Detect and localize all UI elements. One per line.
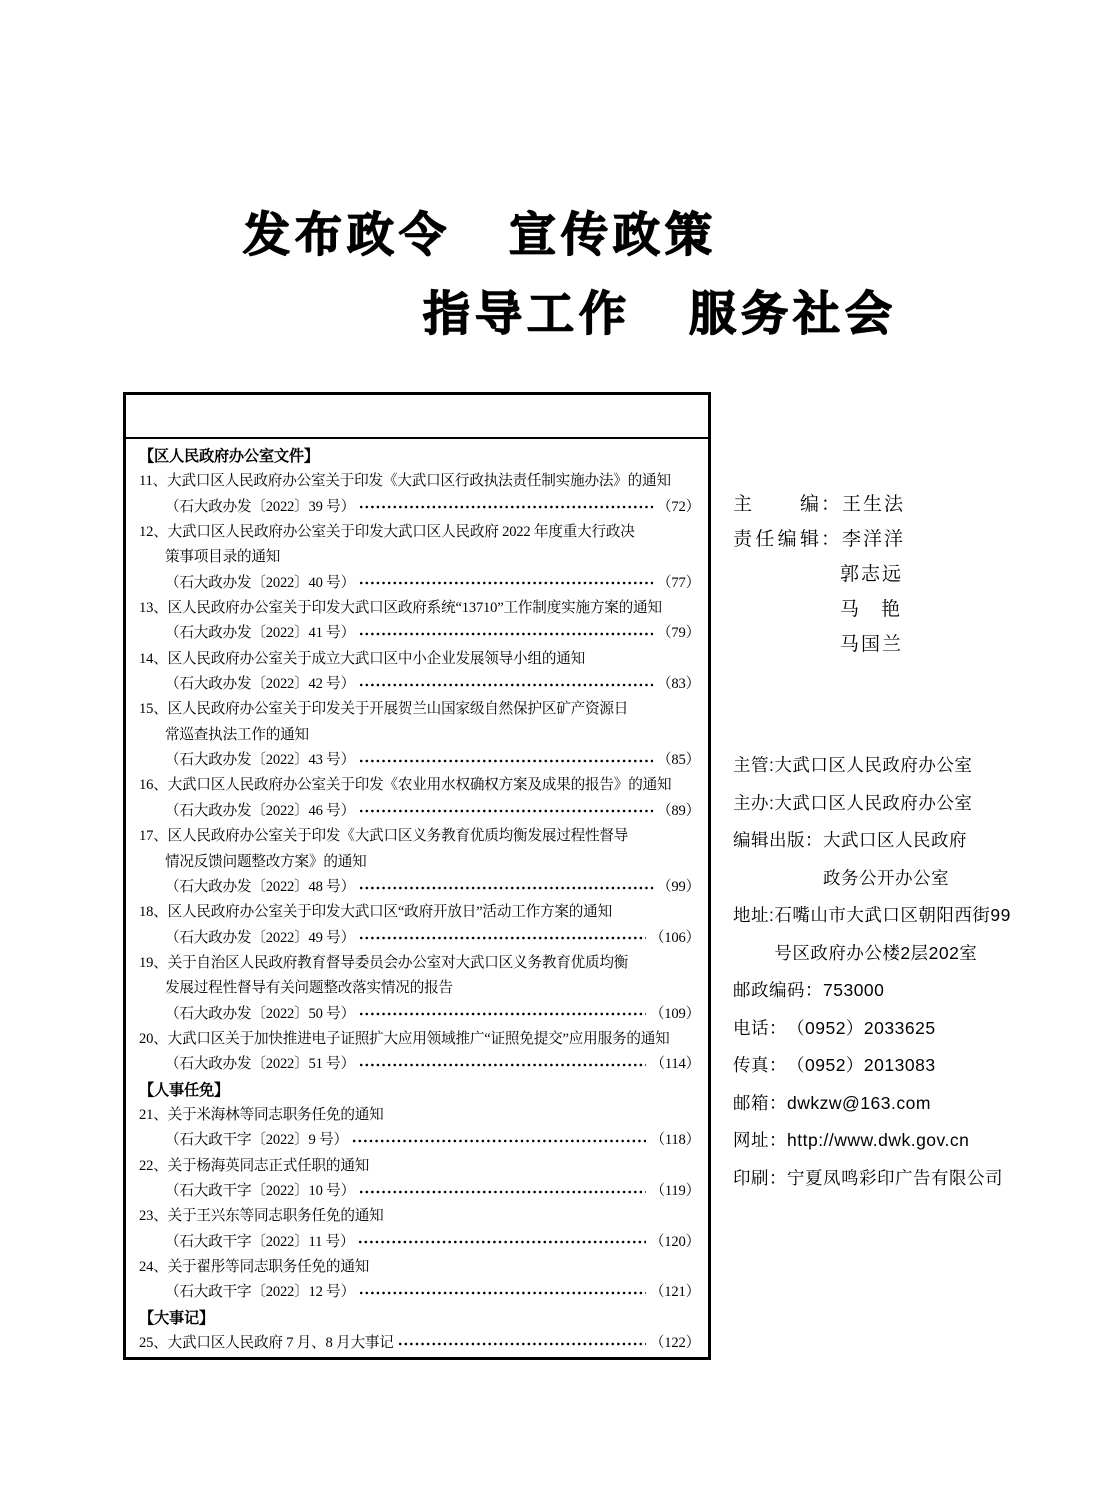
publisher-label: 主管: bbox=[733, 755, 775, 775]
toc-item-ref-line bbox=[139, 799, 700, 824]
publisher-values bbox=[774, 791, 1005, 815]
toc-item-title-line: 常巡查执法工作的通知 bbox=[165, 726, 309, 743]
toc-item-ref-line bbox=[139, 1280, 700, 1305]
toc-page-number: （79） bbox=[657, 625, 700, 642]
publisher-label: 电话： bbox=[733, 1017, 787, 1038]
slogan-phrase: 宣传政策 bbox=[509, 208, 717, 263]
toc-dot-leader bbox=[359, 885, 653, 891]
publisher-value-line: dwkzw@163.com bbox=[787, 1092, 931, 1113]
publisher-values bbox=[823, 978, 1005, 1002]
slogan-phrase: 服务社会 bbox=[689, 287, 897, 342]
publisher-values bbox=[823, 828, 1005, 890]
toc-item-ref: （石大政办发〔2022〕48 号） bbox=[165, 878, 355, 895]
toc-section-header: 【人事任免】 bbox=[139, 1081, 229, 1099]
toc-item-title: 关于王兴东等同志职务任免的通知 bbox=[167, 1208, 384, 1225]
toc-item-number: 23、 bbox=[139, 1208, 168, 1225]
toc-item-title-line bbox=[139, 697, 700, 722]
toc-dot-leader bbox=[358, 1239, 645, 1245]
toc-item-number: 24、 bbox=[139, 1259, 168, 1275]
toc-box-top-strip bbox=[126, 395, 708, 439]
toc-item-ref: （石大政办发〔2022〕51 号） bbox=[165, 1056, 355, 1073]
toc-item-number: 15、 bbox=[139, 701, 168, 718]
toc-dot-leader bbox=[359, 1062, 646, 1068]
toc-item-number: 19、 bbox=[139, 954, 168, 971]
toc-dot-leader bbox=[359, 758, 653, 764]
toc-page-number: （121） bbox=[649, 1284, 700, 1301]
toc-dot-leader bbox=[352, 1138, 647, 1144]
toc-item-ref-line bbox=[139, 875, 700, 900]
toc-page-number: （119） bbox=[650, 1182, 700, 1199]
managing-editor-row bbox=[733, 522, 1003, 557]
publisher-row bbox=[733, 1091, 1005, 1115]
toc-item-ref-line bbox=[139, 1128, 700, 1153]
toc-item-ref-line bbox=[139, 926, 700, 951]
toc-section-header: 【大事记】 bbox=[139, 1309, 214, 1327]
publisher-value-line: 753000 bbox=[823, 980, 885, 1000]
publisher-label: 邮政编码： bbox=[733, 980, 823, 1000]
toc-item-number: 11、 bbox=[139, 473, 168, 490]
chief-editor-row bbox=[733, 487, 1003, 522]
toc-item-title: 区人民政府办公室关于印发关于开展贺兰山国家级自然保护区矿产资源日 bbox=[167, 701, 629, 718]
publisher-label: 主办: bbox=[733, 792, 775, 813]
publisher-label: 邮箱： bbox=[733, 1092, 787, 1113]
publisher-row bbox=[733, 753, 1005, 777]
managing-editor-label: 责任编辑 bbox=[733, 529, 821, 550]
toc-item-ref: （石大政干字〔2022〕9 号） bbox=[165, 1132, 348, 1149]
toc-item-title-line bbox=[139, 1154, 700, 1179]
publisher-values bbox=[787, 1016, 1005, 1040]
toc-item-title-line bbox=[139, 596, 700, 621]
toc-box bbox=[123, 392, 711, 1360]
toc-item-number: 13、 bbox=[139, 600, 168, 617]
publisher-values bbox=[787, 1166, 1005, 1190]
publisher-row bbox=[733, 903, 1011, 965]
publisher-row bbox=[733, 791, 1005, 815]
toc-dot-leader bbox=[359, 580, 653, 586]
publisher-value-line: （0952）2033625 bbox=[787, 1017, 936, 1038]
toc-item-title: 关于杨海英同志正式任职的通知 bbox=[167, 1157, 370, 1174]
toc-section-header: 【区人民政府办公室文件】 bbox=[139, 448, 319, 465]
toc-item-ref-line bbox=[139, 672, 700, 697]
publisher-row bbox=[733, 1166, 1005, 1190]
toc-item-title-line bbox=[139, 900, 700, 925]
toc-item-title: 区人民政府办公室关于印发大武口区政府系统“13710”工作制度实施方案的通知 bbox=[167, 600, 662, 617]
toc-item-ref: （石大政干字〔2022〕10 号） bbox=[165, 1182, 355, 1199]
toc-item-ref-line bbox=[139, 571, 700, 596]
toc-item-title: 关于翟彤等同志职务任免的通知 bbox=[167, 1259, 370, 1275]
toc-item-title: 关于米海林等同志职务任免的通知 bbox=[167, 1106, 384, 1123]
toc-item-number: 22、 bbox=[139, 1157, 168, 1174]
toc-item-title: 大武口区人民政府 7 月、8 月大事记 bbox=[167, 1335, 394, 1352]
toc-item-ref: （石大政办发〔2022〕46 号） bbox=[165, 802, 355, 819]
toc-item-title: 大武口区关于加快推进电子证照扩大应用领域推广“证照免提交”应用服务的通知 bbox=[167, 1030, 670, 1047]
toc-item-title-line bbox=[139, 1255, 700, 1280]
toc-item-title: 区人民政府办公室关于印发《大武口区义务教育优质均衡发展过程性督导 bbox=[167, 828, 629, 845]
toc-item-ref: （石大政办发〔2022〕39 号） bbox=[165, 498, 355, 515]
publisher-value-line: 大武口区人民政府办公室 bbox=[774, 755, 973, 775]
slogan-phrase: 指导工作 bbox=[423, 287, 631, 342]
publisher-label: 网址： bbox=[733, 1130, 787, 1150]
colon: ： bbox=[821, 494, 843, 515]
slogan-line-1 bbox=[243, 198, 717, 265]
toc-item-title-line: 发展过程性督导有关问题整改落实情况的报告 bbox=[165, 980, 453, 997]
toc-item-title: 区人民政府办公室关于印发大武口区“政府开放日”活动工作方案的通知 bbox=[167, 904, 612, 921]
toc-dot-leader bbox=[398, 1341, 646, 1347]
toc-content bbox=[126, 439, 708, 1356]
publisher-label: 传真： bbox=[733, 1055, 787, 1075]
publisher-value-line: http://www.dwk.gov.cn bbox=[787, 1130, 970, 1150]
toc-item-number: 14、 bbox=[139, 650, 168, 667]
publisher-value-line: 大武口区人民政府 bbox=[823, 830, 967, 850]
publisher-values bbox=[787, 1128, 1005, 1152]
publisher-values bbox=[774, 753, 1005, 777]
editor-name: 马国兰 bbox=[840, 634, 904, 655]
toc-item-title-line bbox=[139, 773, 700, 798]
toc-item-ref: （石大政办发〔2022〕42 号） bbox=[165, 676, 355, 693]
editor-row bbox=[733, 627, 1003, 662]
slogan-line-2 bbox=[423, 277, 897, 344]
colon: ： bbox=[821, 529, 843, 550]
toc-page-number: （72） bbox=[657, 498, 700, 515]
toc-dot-leader bbox=[359, 1189, 646, 1195]
toc-item-title-line: 策事项目录的通知 bbox=[165, 549, 281, 566]
toc-dot-leader bbox=[359, 631, 653, 637]
publisher-value-line: 宁夏凤鸣彩印广告有限公司 bbox=[787, 1167, 1003, 1188]
publisher-row bbox=[733, 1128, 1005, 1152]
toc-item-ref: （石大政办发〔2022〕43 号） bbox=[165, 752, 355, 769]
toc-item-title: 大武口区人民政府办公室关于印发《农业用水权确权方案及成果的报告》的通知 bbox=[167, 777, 672, 794]
toc-page-number: （118） bbox=[650, 1132, 700, 1149]
toc-page-number: （83） bbox=[657, 676, 700, 693]
toc-item-ref: （石大政办发〔2022〕41 号） bbox=[165, 625, 355, 642]
toc-page-number: （120） bbox=[649, 1233, 700, 1250]
publisher-values bbox=[787, 1091, 1005, 1115]
toc-item-number: 17、 bbox=[139, 828, 168, 845]
toc-item-ref: （石大政办发〔2022〕40 号） bbox=[165, 574, 355, 591]
toc-item-ref: （石大政干字〔2022〕11 号） bbox=[165, 1233, 355, 1250]
editor-name: 李洋洋 bbox=[842, 529, 906, 550]
publisher-value-line: 大武口区人民政府办公室 bbox=[774, 792, 973, 813]
toc-item-title: 关于自治区人民政府教育督导委员会办公室对大武口区义务教育优质均衡 bbox=[167, 954, 629, 971]
toc-dot-leader bbox=[359, 1290, 646, 1296]
publisher-value-line: 政务公开办公室 bbox=[823, 867, 949, 888]
publisher-row bbox=[733, 1053, 1005, 1077]
toc-item-number: 25、 bbox=[139, 1335, 168, 1352]
toc-page-number: （122） bbox=[649, 1335, 700, 1352]
toc-item-number: 21、 bbox=[139, 1106, 168, 1123]
publisher-label: 编辑出版： bbox=[733, 830, 823, 850]
toc-item-title: 大武口区人民政府办公室关于印发《大武口区行政执法责任制实施办法》的通知 bbox=[167, 473, 671, 490]
toc-item-ref-line bbox=[139, 1179, 700, 1204]
toc-page-number: （99） bbox=[657, 878, 700, 895]
toc-item-ref: （石大政办发〔2022〕50 号） bbox=[165, 1005, 355, 1022]
toc-dot-leader bbox=[359, 682, 653, 688]
toc-page-number: （89） bbox=[657, 802, 700, 819]
publisher-label: 印刷： bbox=[733, 1167, 787, 1188]
toc-item-number: 20、 bbox=[139, 1030, 168, 1047]
publisher-label: 地址: bbox=[733, 905, 775, 925]
toc-page-number: （106） bbox=[649, 929, 700, 946]
toc-item-ref-line bbox=[139, 1052, 700, 1077]
toc-item-ref: （石大政干字〔2022〕12 号） bbox=[165, 1284, 355, 1301]
slogan-phrase: 发布政令 bbox=[243, 208, 451, 263]
toc-dot-leader bbox=[359, 1011, 646, 1017]
toc-page-number: （114） bbox=[650, 1056, 700, 1073]
toc-page-number: （109） bbox=[649, 1005, 700, 1022]
toc-item-number: 16、 bbox=[139, 777, 168, 794]
toc-item-title: 大武口区人民政府办公室关于印发大武口区人民政府 2022 年度重大行政决 bbox=[167, 524, 635, 541]
publisher-values bbox=[774, 903, 1010, 965]
toc-item-title-line bbox=[139, 1027, 700, 1052]
toc-item-ref-line bbox=[139, 495, 700, 520]
publisher-value-line: 号区政府办公楼2层202室 bbox=[774, 942, 978, 963]
toc-item-title-line bbox=[139, 1204, 700, 1229]
toc-item-title-line bbox=[139, 469, 700, 494]
toc-dot-leader bbox=[359, 935, 646, 941]
toc-page-number: （85） bbox=[657, 752, 700, 769]
toc-item-ref-line bbox=[139, 748, 700, 773]
publisher-value-line: （0952）2013083 bbox=[787, 1055, 936, 1075]
chief-editor-label: 主编 bbox=[733, 494, 821, 515]
toc-item-title-line bbox=[139, 1103, 700, 1128]
toc-dot-leader bbox=[359, 504, 653, 510]
editor-name: 郭志远 bbox=[840, 564, 904, 585]
toc-item-ref-line bbox=[139, 1002, 700, 1027]
toc-page-number: （77） bbox=[657, 574, 700, 591]
publisher-row bbox=[733, 978, 1005, 1002]
publisher-row bbox=[733, 1016, 1005, 1040]
toc-item-title-line bbox=[139, 824, 700, 849]
publisher-info bbox=[733, 753, 1011, 1203]
publisher-value-line: 石嘴山市大武口区朝阳西街99 bbox=[774, 905, 1011, 925]
masthead bbox=[733, 487, 1003, 662]
toc-item-ref-line bbox=[139, 621, 700, 646]
chief-editor-name: 王生法 bbox=[842, 494, 906, 515]
publisher-row bbox=[733, 828, 1005, 890]
toc-dot-leader bbox=[359, 808, 653, 814]
toc-item-ref-line bbox=[139, 1230, 700, 1255]
toc-item-number: 18、 bbox=[139, 904, 168, 921]
toc-item-title-line bbox=[139, 951, 700, 976]
editor-name: 马艳 bbox=[840, 599, 902, 620]
toc-item-ref: （石大政办发〔2022〕49 号） bbox=[165, 929, 355, 946]
toc-item-title-line bbox=[139, 520, 700, 545]
toc-item-title: 区人民政府办公室关于成立大武口区中小企业发展领导小组的通知 bbox=[167, 650, 586, 667]
editor-row bbox=[733, 557, 1003, 592]
editor-row bbox=[733, 592, 1003, 627]
toc-item-title-line: 情况反馈问题整改方案》的通知 bbox=[165, 853, 367, 870]
toc-item-title-line bbox=[139, 1331, 700, 1356]
publisher-values bbox=[787, 1053, 1005, 1077]
toc-item-number: 12、 bbox=[139, 524, 168, 541]
toc-item-title-line bbox=[139, 647, 700, 672]
